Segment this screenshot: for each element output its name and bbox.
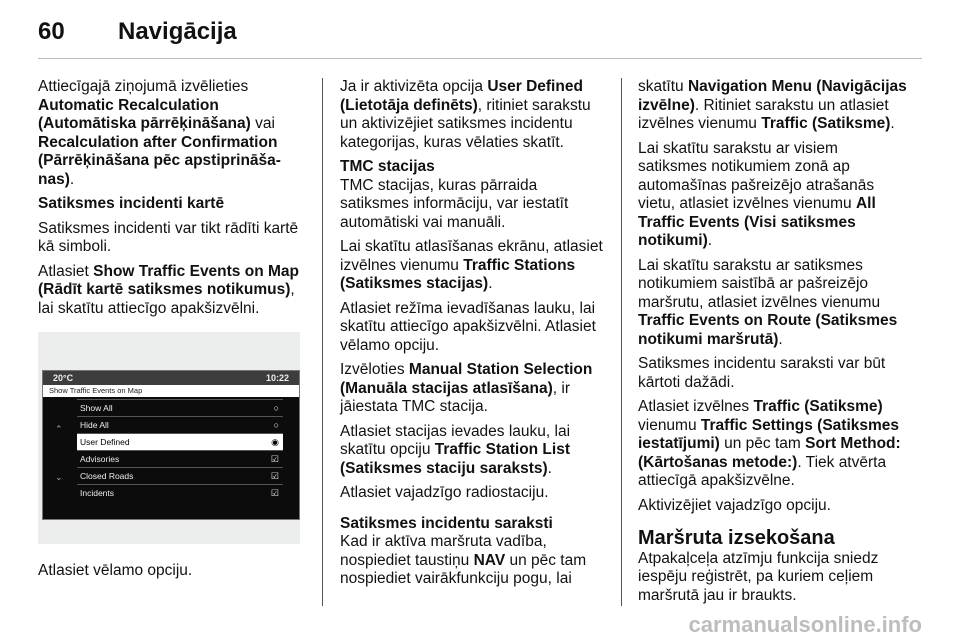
list-item-selected[interactable]: User Defined ◉ <box>77 433 283 450</box>
paragraph: Lai skatītu atlasīšanas ekrānu, atlasiet izvēlnes vienumu Traffic Stations (Satiksmes stacijas). <box>340 238 603 292</box>
section-heading: Maršruta izsekošana <box>638 527 835 549</box>
page-number: 60 <box>38 18 65 45</box>
status-bar: 20°C 10:22 <box>43 371 299 385</box>
list-item[interactable]: Closed Roads ☑ <box>77 467 283 484</box>
infotainment-screen <box>42 370 300 520</box>
page-header <box>38 18 237 46</box>
paragraph: Atlasiet stacijas ievades lauku, lai skatītu opciju Traffic Station List (Satiksmes staciju saraksts). <box>340 422 571 477</box>
paragraph: Atlasiet vēlamo opciju. <box>38 562 193 579</box>
list-item[interactable]: Advisories ☑ <box>77 450 283 467</box>
paragraph: Atlasiet izvēlnes Traffic (Satiksme) vienumu Traffic Settings (Satiksmes iestatījumi) un pēc tam Sort Method: (Kārtošanas metode:). Tiek atvērta attiecīgā apakšizvēlne. <box>638 398 901 489</box>
subheading: TMC stacijas <box>340 158 435 175</box>
paragraph: Atlasiet režīma ievadīšanas lauku, lai skatītu attiecīgo apakšizvēlni. Atlasiet vēlamo opciju. <box>340 299 596 354</box>
paragraph: Ja ir aktivizēta opcija User Defined (Lietotāja definēts), ritiniet sarakstu un aktivizējiet satiksmes incidentu kategorijas, kuras vēlaties skatīt. <box>340 78 591 151</box>
watermark: carmanualsonline.info <box>688 612 922 637</box>
paragraph: Lai skatītu sarakstu ar satiksmes notikumiem saistībā ar pašreizējo maršrutu, atlasiet izvēlnes vienumu Traffic Events on Route (Satiksmes notikumi maršrutā). <box>638 256 898 348</box>
paragraph: Lai skatītu sarakstu ar visiem satiksmes notikumiem zonā ap automašīnas pašreizējo atrašanās vietu, atlasiet izvēlnes vienumu All Traffic Events (Visi satiksmes notikumi). <box>638 139 876 249</box>
page-title: Navigācija <box>118 18 237 45</box>
column-divider <box>322 78 323 606</box>
menu-list <box>77 399 283 501</box>
list-item[interactable]: Hide All ○ <box>77 416 283 433</box>
scroll-arrows-icon: ⌃ ⌄ <box>55 424 63 482</box>
list-item[interactable]: Incidents ☑ <box>77 484 283 501</box>
column-divider <box>621 78 622 606</box>
subheading: Satiksmes incidenti kartē <box>38 195 225 212</box>
column-2 <box>340 78 610 595</box>
screen-title: Show Traffic Events on Map <box>43 385 299 397</box>
paragraph: Izvēloties Manual Station Selection (Manuāla stacijas atlasīšana), ir jāiestata TMC stacija. <box>340 361 593 415</box>
list-item[interactable]: Show All ○ <box>77 399 283 416</box>
paragraph: skatītu Navigation Menu (Navigācijas izvēlne). Ritiniet sarakstu un atlasiet izvēlnes vienumu Traffic (Satiksme). <box>638 78 907 132</box>
paragraph: Aktivizējiet vajadzīgo opciju. <box>638 496 831 514</box>
column-1 <box>38 78 308 587</box>
paragraph: Atlasiet vajadzīgo radiostaciju. <box>340 484 549 501</box>
paragraph: Atpakaļceļa atzīmju funkcija sniedz iespēju reģistrēt, pa kuriem ceļiem maršrutā jau ir braukts. <box>638 549 879 604</box>
header-rule <box>38 58 922 59</box>
paragraph: Satiksmes incidenti var tikt rādīti kartē kā simboli. <box>38 219 299 255</box>
paragraph: Kad ir aktīva maršruta vadība, nospiediet taustiņu NAV un pēc tam nospiediet vairākfunkciju pogu, lai <box>340 533 587 587</box>
paragraph: Atlasiet Show Traffic Events on Map (Rādīt kartē satiksmes notikumus), lai skatītu attiecīgo apakšizvēlni. <box>38 262 299 317</box>
paragraph: Attiecīgajā ziņojumā izvēlieties Automatic Recalculation (Automātiska pārrēķināšana) vai Recalculation after Confirmation (Pārrēķināšana pēc apstiprināša-nas). <box>38 78 281 188</box>
paragraph: TMC stacijas, kuras pārraida satiksmes informāciju, var iestatīt automātiski vai manuāli. <box>340 176 569 231</box>
subheading: Satiksmes incidentu saraksti <box>340 514 553 532</box>
screenshot-figure <box>38 332 300 544</box>
column-3 <box>638 78 908 611</box>
paragraph: Satiksmes incidentu saraksti var būt kārtoti dažādi. <box>638 355 886 391</box>
